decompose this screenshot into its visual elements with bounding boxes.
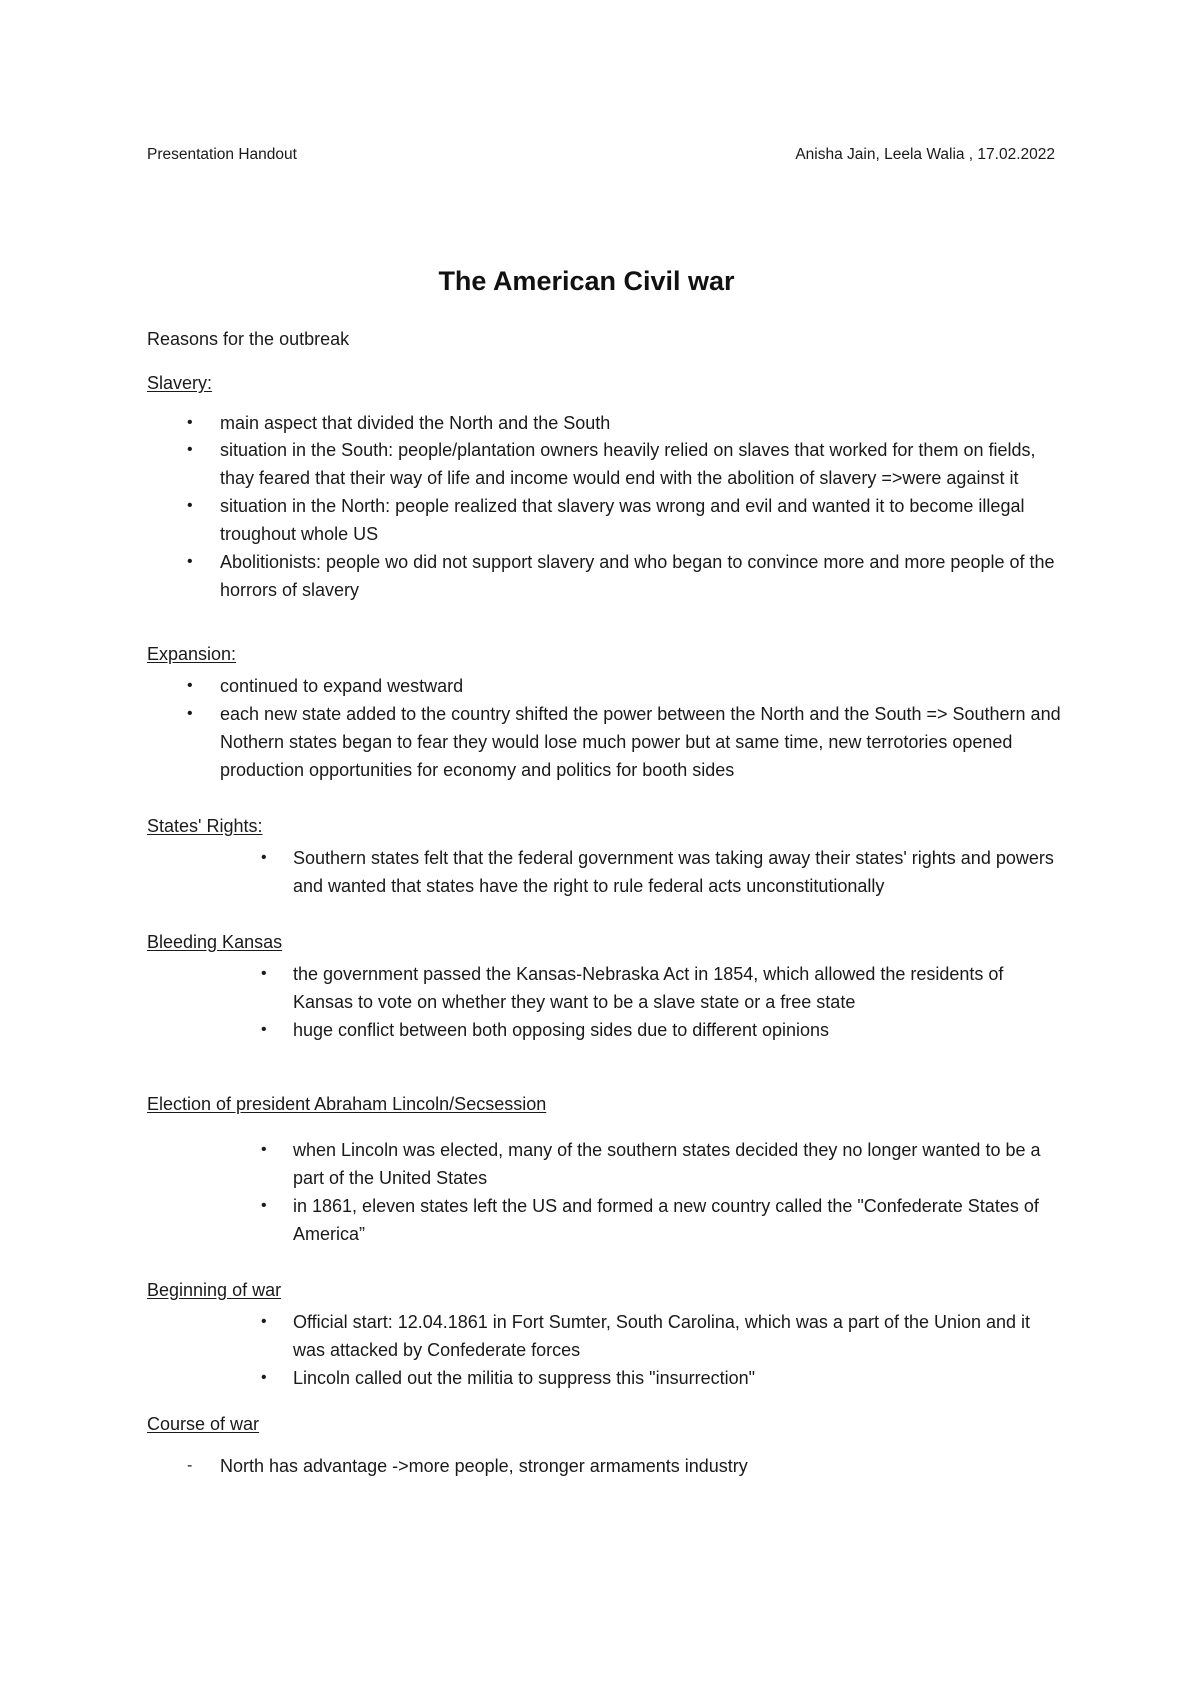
bullet-list [147, 960, 1067, 1044]
bullet-marker: • [187, 705, 193, 722]
list-item [147, 844, 1067, 900]
list-item [147, 1192, 1067, 1248]
section-states-rights [147, 812, 1067, 900]
list-item [147, 1452, 1067, 1480]
bullet-marker: • [187, 553, 193, 570]
dash-marker: - [187, 1457, 193, 1474]
bullet-list [147, 672, 1067, 784]
bullet-marker: • [261, 1197, 267, 1214]
list-item-text: continued to expand westward [220, 676, 464, 696]
bullet-list [147, 409, 1067, 604]
intro-line: Reasons for the outbreak [147, 329, 350, 349]
bullet-list [147, 1136, 1067, 1248]
bullet-list [147, 844, 1067, 900]
bullet-marker: • [187, 414, 193, 431]
list-item [147, 1364, 1067, 1392]
section-expansion [147, 640, 1067, 784]
list-item [147, 1136, 1067, 1192]
section-heading: Expansion: [147, 644, 237, 664]
document-body [147, 325, 1067, 1480]
list-item [147, 409, 1067, 437]
section-heading: Slavery: [147, 373, 213, 393]
bullet-marker: • [261, 965, 267, 982]
list-item [147, 548, 1067, 604]
bullet-marker: • [261, 1141, 267, 1158]
list-item [147, 436, 1067, 492]
bullet-marker: • [261, 1021, 267, 1038]
section-heading: States' Rights: [147, 816, 263, 836]
section-course-of-war [147, 1410, 1067, 1480]
list-item [147, 1308, 1067, 1364]
section-heading: Beginning of war [147, 1280, 282, 1300]
section-heading: Bleeding Kansas [147, 932, 283, 952]
header-right: Anisha Jain, Leela Walia , 17.02.2022 [795, 146, 1055, 163]
list-item [147, 672, 1067, 700]
bullet-marker: • [261, 1369, 267, 1386]
list-item-text: Southern states felt that the federal government was taking away their states' rights and powers and wanted that states have the right to rule federal acts unconstitutionally [293, 848, 1054, 896]
list-item-text: each new state added to the country shifted the power between the North and the South => Southern and Nothern states began to fear they would lose much power but at same time, new terrotories opened production opportunities for economy and politics for booth sides [220, 704, 1061, 780]
list-item-text: when Lincoln was elected, many of the southern states decided they no longer wanted to be a part of the United States [293, 1140, 1041, 1188]
list-item [147, 960, 1067, 1016]
list-item-text: Official start: 12.04.1861 in Fort Sumter, South Carolina, which was a part of the Union and it was attacked by Confederate forces [293, 1312, 1031, 1360]
bullet-marker: • [187, 497, 193, 514]
list-item-text: main aspect that divided the North and the South [220, 413, 611, 433]
list-item-text: Lincoln called out the militia to suppress this "insurrection" [293, 1368, 756, 1388]
section-election [147, 1090, 1067, 1248]
section-beginning-of-war [147, 1276, 1067, 1392]
section-heading: Course of war [147, 1414, 260, 1434]
bullet-list [147, 1308, 1067, 1392]
list-item-text: the government passed the Kansas-Nebraska Act in 1854, which allowed the residents of Kansas to vote on whether they want to be a slave state or a free state [293, 964, 1004, 1012]
header-left: Presentation Handout [147, 146, 297, 163]
list-item [147, 1016, 1067, 1044]
section-heading: Election of president Abraham Lincoln/Secsession [147, 1094, 547, 1114]
list-item-text: huge conflict between both opposing sides due to different opinions [293, 1020, 830, 1040]
document-title: The American Civil war [438, 266, 735, 296]
list-item-text: Abolitionists: people wo did not support slavery and who began to convince more and more people of the horrors of slavery [220, 552, 1055, 600]
list-item-text: in 1861, eleven states left the US and formed a new country called the "Confederate States of America” [293, 1196, 1039, 1244]
dash-list [147, 1452, 1067, 1480]
list-item-text: situation in the South: people/plantation owners heavily relied on slaves that worked for them on fields, thay feared that their way of life and income would end with the abolition of slavery =>were against it [220, 440, 1036, 488]
list-item-text: North has advantage ->more people, stronger armaments industry [220, 1456, 748, 1476]
bullet-marker: • [261, 1313, 267, 1330]
section-bleeding-kansas [147, 928, 1067, 1044]
list-item [147, 700, 1067, 784]
bullet-marker: • [261, 849, 267, 866]
bullet-marker: • [187, 677, 193, 694]
section-slavery [147, 369, 1067, 604]
list-item-text: situation in the North: people realized that slavery was wrong and evil and wanted it to become illegal troughout whole US [220, 496, 1025, 544]
list-item [147, 492, 1067, 548]
bullet-marker: • [187, 441, 193, 458]
